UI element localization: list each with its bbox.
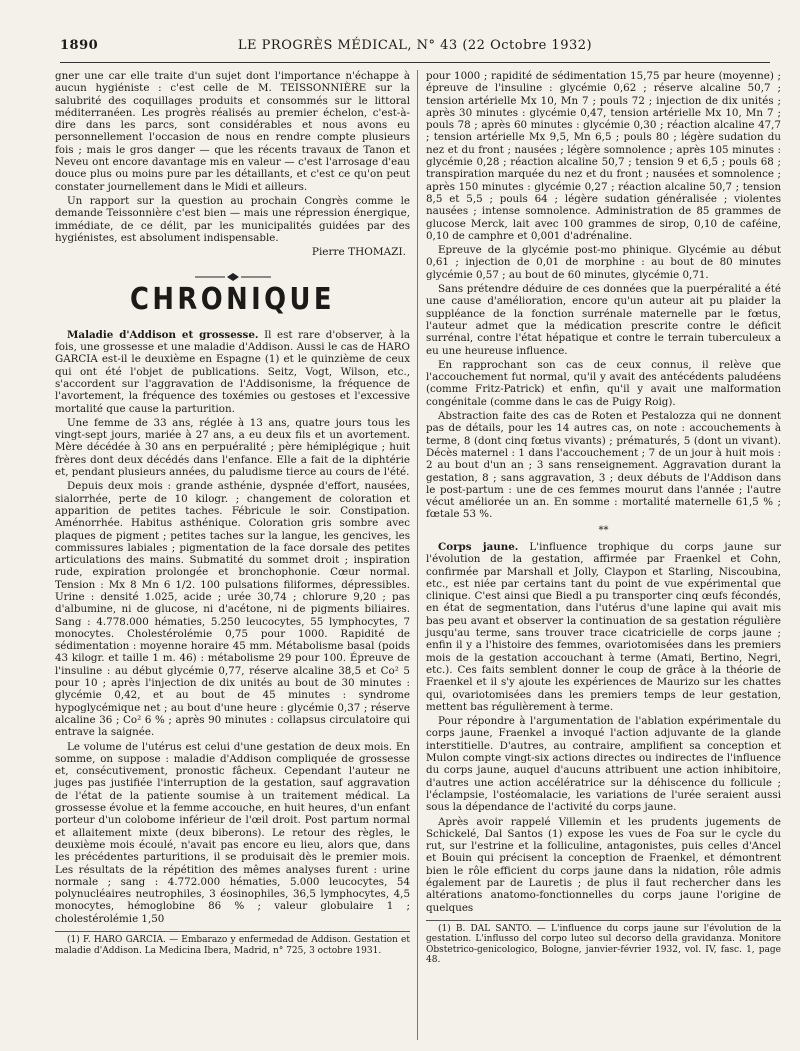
- corps-jaune-paragraph-2: Pour répondre à l'argumentation de l'ablation expérimentale du corps jaune, Fraenkel a invoqué l'action adjuvante de la glande interstitielle. D'autres, au contraire, amplifient sa conception et Mulon compte vingt-six actions directes ou indirectes de l'influence du corps jaune, auquel d'aucuns attribuent une action inhibitoire, d'autres une action accélératrice sur la déhiscence du follicule ; l'éclampsie, l'ostéomalacie, les variations de l'urée seraient aussi sous la dépendance de l'activité du corps jaune.: [426, 715, 781, 814]
- running-head-title: LE PROGRÈS MÉDICAL, N° 43 (22 Octobre 1932): [237, 38, 593, 53]
- right-paragraph-3: Sans prétendre déduire de ces données que la puerpéralité a été une cause d'amélioration, encore qu'un auteur ait pu plaider la suppléance de la fonction surrénale maternelle par le fœtus, l'auteur admet que la médication prescrite contre le déficit surrénal, contre l'état hépatique et contre le terrain tuberculeux a eu une heureuse influence.: [426, 283, 781, 357]
- running-header: [60, 38, 770, 62]
- corps-jaune-heading: Corps jaune.: [438, 540, 519, 553]
- header-rule: [60, 62, 770, 63]
- asterism-divider: **: [598, 524, 609, 536]
- intro-paragraph-2: Un rapport sur la question au prochain Congrès comme le demande Teissonnière c'est bien — mais une répression énergique, immédiate, de ce délit, par les municipalités guidées par des hygiénistes, est absolument indispensable.: [55, 194, 410, 244]
- article-paragraph-1-text: Il est rare d'observer, à la fois, une grossesse et une maladie d'Addison. Aussi le cas de HARO GARCIA est-il le deuxième en Espagne (1) et le quinzième de ceux qui ont été l'objet de publications. Seitz, Vogt, Wilson, etc., s'accordent sur l'aggravation de l'Addisonisme, la fréquence de l'avortement, la fréquence des toxémies ou gestoses et l'excessive mortalité que cause la parturition.: [55, 328, 410, 415]
- author-signature: Pierre THOMAZI.: [311, 246, 406, 259]
- article-paragraph-4: Le volume de l'utérus est celui d'une gestation de deux mois. En somme, on suppose : maladie d'Addison compliquée de grossesse et, consécutivement, pronostic fâcheux. Cependant l'auteur ne juges pas justifiée l'interruption de la gestation, sauf aggravation de l'état de la patiente soumise à un traitement médical. La grossesse évolue et la femme accouche, en huit heures, d'un enfant porteur d'un colobome inférieur de l'œil droit. Post partum normal et allaitement mixte (deux biberons). Le retour des règles, le deuxième mois écoulé, n'avait pas encore eu lieu, alors que, dans les précédentes parturitions, il se produisait dès le premier mois. Les résultats de la répétition des mêmes analyses furent : urine normale ; sang : 4.772.000 hématies, 5.000 leucocytes, 54 polynucléaires neutrophiles, 3 éosinophiles, 36,5 lymphocytes, 4,5 monocytes, hémoglobine 86 % ; valeur globulaire 1 ; cholestérolémie 1,50: [55, 740, 410, 925]
- footnote-rule-right: [426, 920, 781, 921]
- article-paragraph-2: Une femme de 33 ans, réglée à 13 ans, quatre jours tous les vingt-sept jours, mariée à 27 ans, a eu deux fils et un avortement. Mère décédée à 30 ans en perpuéralité ; père hémiplégique ; huit frères dont deux décédés dans l'enfance. Elle a fait de la diphtérie et, pendant plusieurs années, du paludisme tierce au cours de l'été.: [55, 416, 410, 479]
- footnote-left: (1) F. HARO GARCIA. — Embarazo y enfermedad de Addison. Gestation et maladie d'Addison. La Medicina Ibera, Madrid, n° 725, 3 octobre 1931.: [55, 935, 410, 956]
- article-paragraph-3: Depuis deux mois : grande asthénie, dyspnée d'effort, nausées, sialorrhée, perte de 10 kilogr. ; changement de coloration et apparition de petites taches. Fébricule le soir. Constipation. Aménorrhée. Habitus asthénique. Coloration gris sombre avec plaques de pigment ; petites taches sur la langue, les gencives, les commissures labiales ; pigmentation de la face dorsale des petites articulations des mains. Submatité du sommet droit ; inspiration rude, expiration prolongée et bronchophonie. Cœur normal. Tension : Mx 8 Mn 6 1/2. 100 pulsations filiformes, dépressibles. Urine : densité 1.025, acide ; urée 30,74 ; chlorure 9,20 ; pas d'albumine, ni de glucose, ni d'acétone, ni de pigments biliaires. Sang : 4.778.000 hématies, 5.250 leucocytes, 55 lymphocytes, 7 monocytes. Cholestérolémie 0,75 pour 1000. Rapidité de sédimentation : moyenne horaire 45 mm. Métabolisme basal (poids 43 kilogr. et taille 1 m. 46) : métabolisme 29 pour 100. Épreuve de l'insuline : au début glycémie 0,77, réserve alcaline 38,5 et Co² 5 pour 10 ; après l'injection de dix unités au bout de 30 minutes : glycémie 0,42, et au bout de 45 minutes : syndrome hypoglycémique net ; au bout d'une heure : glycémie 0,37 ; réserve alcaline 36 ; Co² 6 % ; après 90 minutes : collapsus circulatoire qui entrave la saignée.: [55, 480, 410, 739]
- article-paragraph-1: [55, 329, 410, 415]
- section-title: CHRONIQUE: [129, 282, 335, 318]
- column-rule: [417, 70, 418, 1040]
- article-heading: Maladie d'Addison et grossesse.: [67, 328, 259, 341]
- corps-jaune-paragraph-1: [426, 541, 781, 713]
- intro-paragraph-1: gner une car elle traite d'un sujet dont l'importance n'échappe à aucun hygiéniste : c'est celle de M. TEISSONNIÈRE sur la salubrité des coquillages produits et consommés sur le littoral méditerranéen. Les progrès réalisés au premier échelon, c'est-à-dire dans les parcs, sont considérables et nous avons eu personnellement l'occasion de nous en rendre compte plusieurs fois ; mais le gros danger — que les récents travaux de Tanon et Neveu ont encore davantage mis en valeur — c'est l'arrosage d'eau douce plus ou moins pure par les détaillants, et c'est ce qu'on peut constater journellement dans le Midi et ailleurs.: [55, 70, 410, 193]
- right-paragraph-5: Abstraction faite des cas de Roten et Pestalozza qui ne donnent pas de détails, pour les 14 autres cas, on note : accouchements à terme, 8 (dont cinq fœtus vivants) ; prématurés, 5 (dont un vivant). Décès maternel : 1 dans l'accouchement ; 7 de un jour à huit mois : 2 au bout d'un an ; 3 sans renseignement. Aggravation durant la gestation, 8 ; sans aggravation, 3 ; deux débuts de l'Addison dans le post-partum : une de ces femmes mourut dans l'année ; l'autre vécut améliorée un an. En somme : mortalité maternelle 61,5 % ; fœtale 53 %.: [426, 410, 781, 521]
- corps-jaune-paragraph-3: Après avoir rappelé Villemin et les prudents jugements de Schickelé, Dal Santos (1) expose les vues de Foa sur le cycle du rut, sur l'estrine et la folliculine, antagonistes, puis celles d'Ancel et Bouin qui précisent la conception de Fraenkel, et démontrent bien le rôle efficient du corps jaune dans la nidation, rôle admis également par de Lauretis ; de plus il faut rechercher dans les altérations anatomo-fonctionnelles du corps jaune l'origine de quelques: [426, 815, 781, 914]
- corps-jaune-paragraph-1-text: L'influence trophique du corps jaune sur l'évolution de la gestation, affirmée par Fraenkel et Cohn, confirmée par Marshall et Jolly, Claypon et Starling, Niscoubina, etc., est niée par certains tant du point de vue expérimental que clinique. C'est ainsi que Biedl a pu transporter cinq œufs fécondés, en état de segmentation, dans l'utérus d'une lapine qui avait mis bas peu avant et observer la continuation de sa gestation régulière jusqu'au terme, sans trouver trace cicatricielle de corps jaune ; enfin il y a l'histoire des femmes, ovariotomisées dans les premiers mois de la gestation accouchant à terme (Amati, Bertino, Negri, etc.). Ces faits semblent donner le coup de grâce à la théorie de Fraenkel et il s'y ajoute les expériences de Maurizo sur les chattes qui, ovariotomisées dans les premiers temps de leur gestation, mettent bas régulièrement à terme.: [426, 540, 781, 713]
- right-paragraph-2: Epreuve de la glycémie post-mo phinique. Glycémie au début 0,61 ; injection de 0,01 de morphine : au bout de 80 minutes glycémie 0,57 ; au bout de 60 minutes, glycémie 0,71.: [426, 244, 781, 281]
- footnote-right: (1) B. DAL SANTO. — L'influence du corps jaune sur l'évolution de la gestation. L'influsso del corpo luteo sul decorso della gravidanza. Monitore Obstetrico-genicologico, Bologne, janvier-février 1932, vol. IV, fasc. 1, page 48.: [426, 923, 781, 966]
- right-paragraph-4: En rapprochant son cas de ceux connus, il relève que l'accouchement fut normal, qu'il y avait des antécédents paludéens (comme Fritz-Patrick) et enfin, qu'il y avait une malformation congénitale (comme dans le cas de Puigy Roig).: [426, 358, 781, 408]
- page-number: 1890: [60, 38, 99, 53]
- right-paragraph-1: pour 1000 ; rapidité de sédimentation 15,75 par heure (moyenne) ; épreuve de l'insuline : glycémie 0,62 ; réserve alcaline 50,7 ; tension artérielle Mx 10, Mn 7 ; pouls 72 ; injection de dix unités ; après 30 minutes : glycémie 0,47, tension artérielle Mx 10, Mn 7 ; pouls 78 ; après 60 minutes : glycémie 0,30 ; réaction alcaline 47,7 ; tension artérielle Mx 9,5, Mn 6,5 ; pouls 80 ; légère sudation du nez et du front ; nausées ; légère somnolence ; après 105 minutes : glycémie 0,28 ; réaction alcaline 50,7 ; tension 9 et 6,5 ; pouls 68 ; transpiration marquée du nez et du front ; nausées et somnolence ; après 150 minutes : glycémie 0,27 ; réaction alcaline 50,7 ; tension 8,5 et 5,5 ; pouls 64 ; légère sudation généralisée ; violentes nausées ; intense somnolence. Administration de 85 grammes de glucose Merck, lait avec 100 grammes de sirop, 0,10 de caféine, 0,10 de camphre et 0,001 d'adrénaline.: [426, 70, 781, 242]
- left-column: [55, 70, 410, 958]
- right-column: [426, 70, 781, 968]
- footnote-rule-left: [55, 931, 410, 932]
